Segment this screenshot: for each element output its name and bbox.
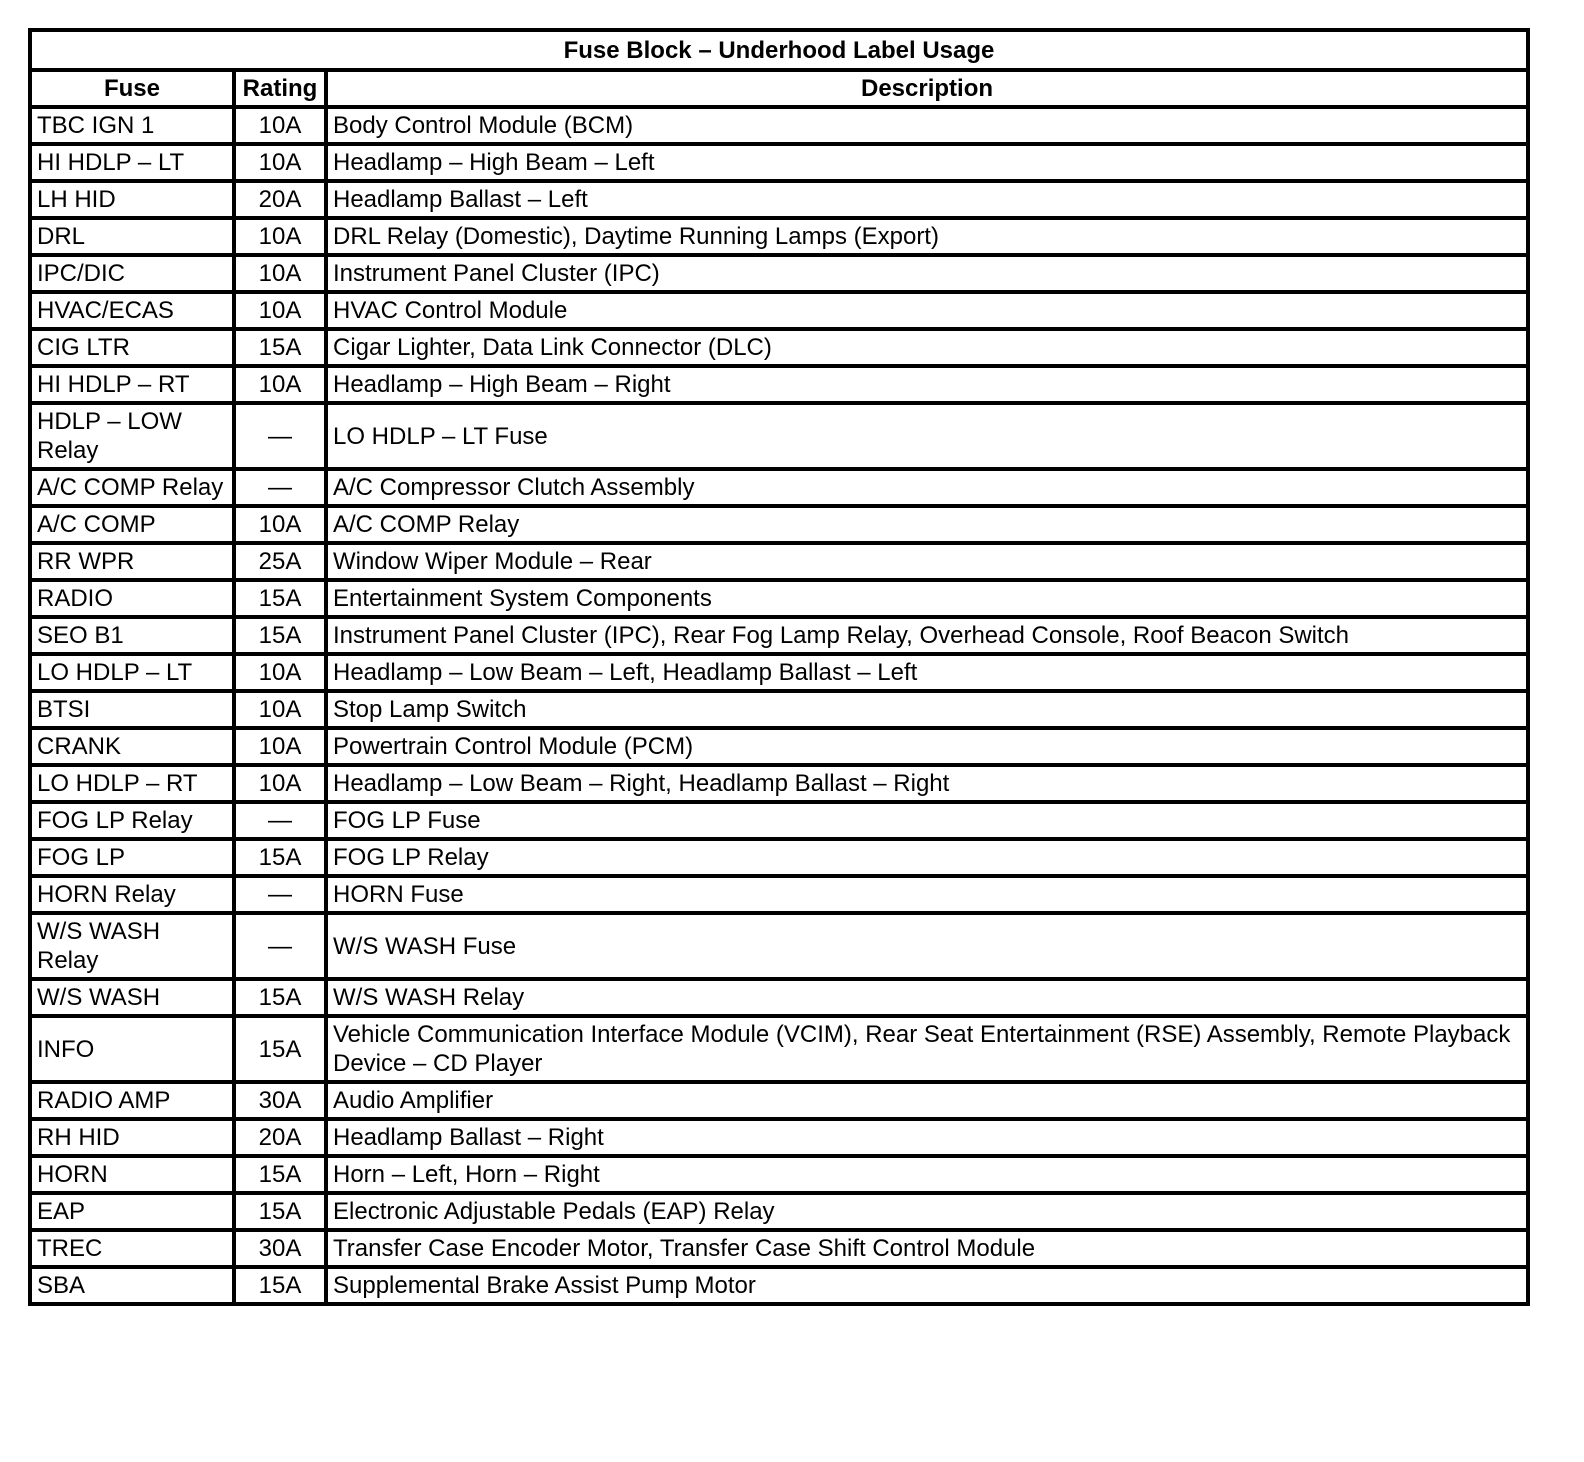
fuse-cell: HI HDLP – LT [30, 144, 234, 181]
fuse-cell: RH HID [30, 1119, 234, 1156]
description-cell: HVAC Control Module [326, 292, 1528, 329]
description-cell: Cigar Lighter, Data Link Connector (DLC) [326, 329, 1528, 366]
rating-cell: 15A [234, 1267, 326, 1304]
description-cell: Instrument Panel Cluster (IPC), Rear Fog Lamp Relay, Overhead Console, Roof Beacon Switch [326, 617, 1528, 654]
description-cell: Transfer Case Encoder Motor, Transfer Case Shift Control Module [326, 1230, 1528, 1267]
table-row [30, 913, 1528, 979]
description-cell: HORN Fuse [326, 876, 1528, 913]
description-cell: Window Wiper Module – Rear [326, 543, 1528, 580]
table-row [30, 218, 1528, 255]
description-cell: Headlamp – Low Beam – Right, Headlamp Ballast – Right [326, 765, 1528, 802]
rating-cell: — [234, 802, 326, 839]
table-row [30, 506, 1528, 543]
header-rating: Rating [234, 70, 326, 107]
description-cell: Powertrain Control Module (PCM) [326, 728, 1528, 765]
description-cell: LO HDLP – LT Fuse [326, 403, 1528, 469]
header-row [30, 70, 1528, 107]
fuse-cell: TBC IGN 1 [30, 107, 234, 144]
description-cell: Stop Lamp Switch [326, 691, 1528, 728]
fuse-cell: FOG LP [30, 839, 234, 876]
table-row [30, 1016, 1528, 1082]
description-cell: A/C Compressor Clutch Assembly [326, 469, 1528, 506]
rating-cell: 15A [234, 1193, 326, 1230]
table-row [30, 329, 1528, 366]
rating-cell: 10A [234, 107, 326, 144]
header-fuse: Fuse [30, 70, 234, 107]
rating-cell: 15A [234, 979, 326, 1016]
fuse-cell: LH HID [30, 181, 234, 218]
rating-cell: 10A [234, 506, 326, 543]
description-cell: Electronic Adjustable Pedals (EAP) Relay [326, 1193, 1528, 1230]
table-row [30, 366, 1528, 403]
description-cell: Instrument Panel Cluster (IPC) [326, 255, 1528, 292]
rating-cell: 15A [234, 839, 326, 876]
description-cell: FOG LP Relay [326, 839, 1528, 876]
table-row [30, 1082, 1528, 1119]
table-row [30, 728, 1528, 765]
description-cell: W/S WASH Fuse [326, 913, 1528, 979]
description-cell: DRL Relay (Domestic), Daytime Running Lamps (Export) [326, 218, 1528, 255]
description-cell: W/S WASH Relay [326, 979, 1528, 1016]
description-cell: Headlamp – Low Beam – Left, Headlamp Ballast – Left [326, 654, 1528, 691]
table-row [30, 107, 1528, 144]
fuse-cell: W/S WASH Relay [30, 913, 234, 979]
fuse-cell: CRANK [30, 728, 234, 765]
rating-cell: 15A [234, 580, 326, 617]
rating-cell: 20A [234, 1119, 326, 1156]
description-cell: FOG LP Fuse [326, 802, 1528, 839]
table-row [30, 403, 1528, 469]
fuse-cell: RR WPR [30, 543, 234, 580]
table-row [30, 765, 1528, 802]
description-cell: Supplemental Brake Assist Pump Motor [326, 1267, 1528, 1304]
table-row [30, 469, 1528, 506]
table-row [30, 1267, 1528, 1304]
rating-cell: 15A [234, 617, 326, 654]
table-row [30, 691, 1528, 728]
fuse-block-table [28, 28, 1530, 1306]
rating-cell: — [234, 913, 326, 979]
table-row [30, 292, 1528, 329]
fuse-cell: SEO B1 [30, 617, 234, 654]
rating-cell: 30A [234, 1230, 326, 1267]
rating-cell: 10A [234, 366, 326, 403]
rating-cell: 10A [234, 728, 326, 765]
fuse-cell: HI HDLP – RT [30, 366, 234, 403]
description-cell: Headlamp Ballast – Right [326, 1119, 1528, 1156]
table-row [30, 839, 1528, 876]
fuse-cell: EAP [30, 1193, 234, 1230]
rating-cell: 15A [234, 1156, 326, 1193]
fuse-cell: IPC/DIC [30, 255, 234, 292]
rating-cell: 10A [234, 144, 326, 181]
fuse-cell: W/S WASH [30, 979, 234, 1016]
rating-cell: 20A [234, 181, 326, 218]
description-cell: Vehicle Communication Interface Module (VCIM), Rear Seat Entertainment (RSE) Assembly, Remote Playback Device – CD Player [326, 1016, 1528, 1082]
table-row [30, 802, 1528, 839]
rating-cell: — [234, 403, 326, 469]
table-row [30, 181, 1528, 218]
fuse-cell: FOG LP Relay [30, 802, 234, 839]
table-row [30, 144, 1528, 181]
title-row [30, 30, 1528, 70]
description-cell: Entertainment System Components [326, 580, 1528, 617]
description-cell: Horn – Left, Horn – Right [326, 1156, 1528, 1193]
table-title: Fuse Block – Underhood Label Usage [30, 30, 1528, 70]
table-row [30, 654, 1528, 691]
fuse-cell: BTSI [30, 691, 234, 728]
fuse-cell: HORN [30, 1156, 234, 1193]
rating-cell: — [234, 876, 326, 913]
table-row [30, 979, 1528, 1016]
fuse-cell: CIG LTR [30, 329, 234, 366]
fuse-cell: DRL [30, 218, 234, 255]
rating-cell: 10A [234, 765, 326, 802]
table-row [30, 617, 1528, 654]
rating-cell: 10A [234, 292, 326, 329]
rating-cell: 30A [234, 1082, 326, 1119]
table-row [30, 1193, 1528, 1230]
fuse-cell: LO HDLP – RT [30, 765, 234, 802]
fuse-cell: RADIO AMP [30, 1082, 234, 1119]
fuse-cell: SBA [30, 1267, 234, 1304]
fuse-cell: HVAC/ECAS [30, 292, 234, 329]
description-cell: Audio Amplifier [326, 1082, 1528, 1119]
rating-cell: 10A [234, 691, 326, 728]
rating-cell: 15A [234, 1016, 326, 1082]
fuse-cell: LO HDLP – LT [30, 654, 234, 691]
fuse-cell: INFO [30, 1016, 234, 1082]
fuse-cell: HORN Relay [30, 876, 234, 913]
table-row [30, 580, 1528, 617]
description-cell: Body Control Module (BCM) [326, 107, 1528, 144]
header-description: Description [326, 70, 1528, 107]
fuse-cell: A/C COMP [30, 506, 234, 543]
rating-cell: 10A [234, 255, 326, 292]
fuse-cell: TREC [30, 1230, 234, 1267]
rating-cell: — [234, 469, 326, 506]
description-cell: Headlamp Ballast – Left [326, 181, 1528, 218]
description-cell: A/C COMP Relay [326, 506, 1528, 543]
table-row [30, 1230, 1528, 1267]
fuse-cell: A/C COMP Relay [30, 469, 234, 506]
fuse-cell: RADIO [30, 580, 234, 617]
fuse-cell: HDLP – LOW Relay [30, 403, 234, 469]
rating-cell: 25A [234, 543, 326, 580]
table-row [30, 1119, 1528, 1156]
table-row [30, 255, 1528, 292]
table-row [30, 1156, 1528, 1193]
rating-cell: 10A [234, 654, 326, 691]
table-row [30, 876, 1528, 913]
description-cell: Headlamp – High Beam – Right [326, 366, 1528, 403]
description-cell: Headlamp – High Beam – Left [326, 144, 1528, 181]
rating-cell: 15A [234, 329, 326, 366]
table-row [30, 543, 1528, 580]
rating-cell: 10A [234, 218, 326, 255]
